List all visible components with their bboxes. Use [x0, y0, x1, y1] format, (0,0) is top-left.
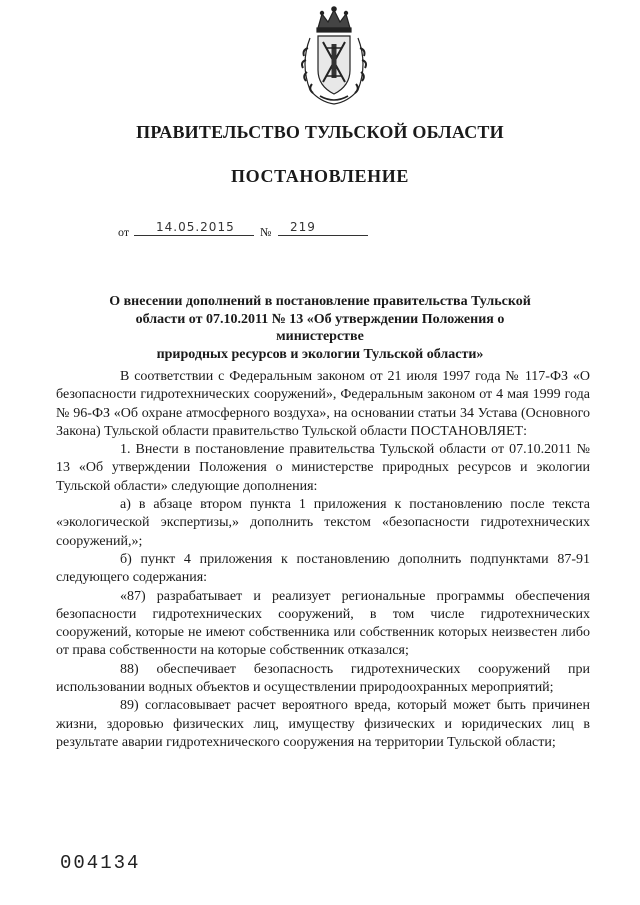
subject-line: О внесении дополнений в постановление правительства Тульской	[109, 294, 531, 309]
date-value: 14.05.2015	[156, 220, 235, 234]
number-underline	[278, 235, 368, 236]
date-underline	[134, 235, 254, 236]
serial-number: 004134	[60, 852, 141, 874]
body-paragraph-item-1: 1. Внести в постановление правительства Тульской области от 07.10.2011 № 13 «Об утверждении Положения о министерстве природных ресурсов и экологии Тульской области» следующие дополнения:	[56, 442, 590, 494]
subject-line: области от 07.10.2011 № 13 «Об утверждении Положения о министерстве	[135, 311, 505, 344]
body-paragraph-item-a: а) в абзаце втором пункта 1 приложения к постановлению после текста «экологической экспертизы,» дополнить текстом «безопасности гидротехнических сооружений,»;	[56, 497, 590, 549]
document-body	[56, 368, 590, 752]
body-paragraph-88: 88) обеспечивает безопасность гидротехнических сооружений при использовании водных объектов и осуществлении природоохранных мероприятий;	[56, 661, 590, 696]
number-value: 219	[290, 220, 316, 234]
subject-line: природных ресурсов и экологии Тульской области»	[156, 346, 484, 362]
body-paragraph-preamble: В соответствии с Федеральным законом от 21 июля 1997 года № 117-ФЗ «О безопасности гидротехнических сооружений», Федеральным законом от 4 мая 1999 года № 96-ФЗ «Об охране атмосферного воздуха», на основании статьи 34 Устава (Основного Закона) Тульской области правительство Тульской области ПОСТАНОВЛЯЕТ:	[56, 369, 590, 439]
body-paragraph-87: «87) разрабатывает и реализует региональные программы обеспечения безопасности гидротехнических сооружений, в том числе гидротехнических сооружений, которые не имеют собственника или собственник которых неизвестен либо от права собственности на которые собственник отказался;	[56, 588, 590, 659]
document-type: ПОСТАНОВЛЕНИЕ	[231, 166, 409, 186]
tula-coat-of-arms-icon	[296, 4, 372, 108]
government-name: ПРАВИТЕЛЬСТВО ТУЛЬСКОЙ ОБЛАСТИ	[136, 122, 504, 142]
body-paragraph-89: 89) согласовывает расчет вероятного вреда, который может быть причинен жизни, здоровью физических лиц, имуществу физических и юридических лиц в результате аварии гидротехнического сооружения на территории Тульской области;	[56, 698, 590, 750]
document-subject	[100, 293, 540, 363]
date-label: от	[118, 225, 130, 239]
number-label: №	[260, 225, 272, 239]
body-paragraph-item-b: б) пункт 4 приложения к постановлению дополнить подпунктами 87-91 следующего содержания:	[56, 551, 590, 586]
